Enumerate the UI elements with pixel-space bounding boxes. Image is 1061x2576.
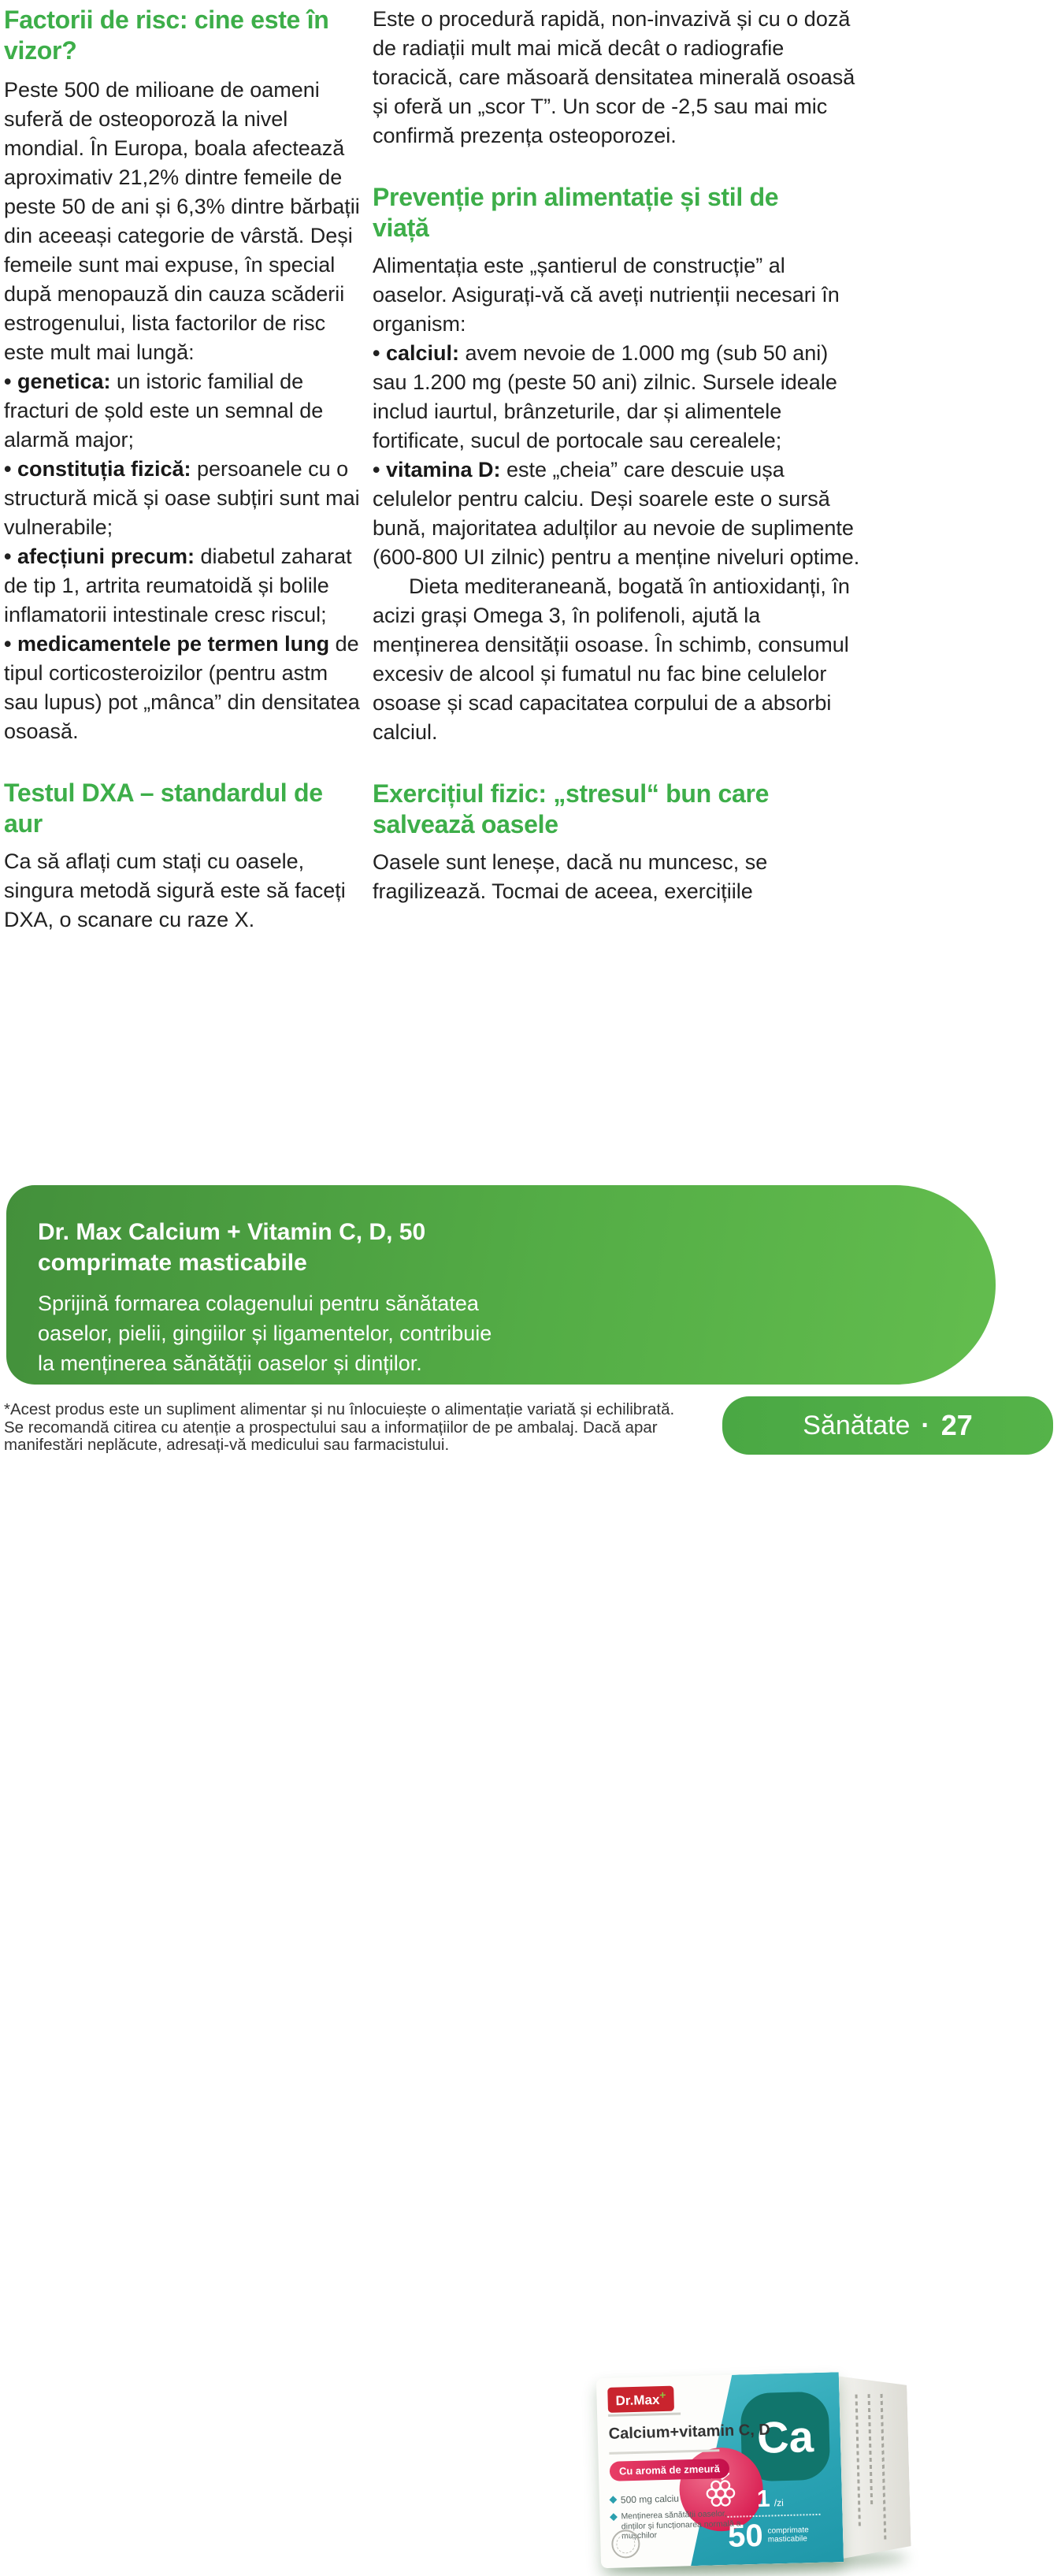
product-packshot	[596, 2370, 914, 2570]
disclaimer	[4, 1401, 776, 1455]
disclaimer-line-3: manifestări neplăcute, adresați-vă medicului sau farmacistului.	[4, 1436, 450, 1454]
heading-dxa-test: Testul DXA – standardul de aur	[4, 779, 323, 838]
paragraph-nutrition: Alimentația este „șantierul de construcție” al oaselor. Asigurați-vă că aveți nutrienții necesari în organism:	[373, 254, 840, 336]
heading-exercise: Exercițiul fizic: „stresul“ bun care salvează oasele	[373, 779, 770, 838]
promo-description-line-3: la menținerea sănătății oaselor și dinților.	[38, 1351, 422, 1375]
disclaimer-line-1: *Acest produs este un supliment alimentar și nu înlocuiește o alimentație variată și echilibrată.	[4, 1400, 675, 1418]
flavor-chip: Cu aromă de zmeură	[610, 2459, 729, 2481]
paragraph-dxa: Ca să aflați cum stați cu oasele, singura metodă sigură este să faceți DXA, o scanare cu raze X.	[4, 849, 346, 931]
dose-value: 1	[756, 2485, 771, 2512]
promo-description	[38, 1288, 581, 1378]
claim-marker-icon	[609, 2496, 617, 2504]
badge-separator: ·	[921, 1410, 930, 1440]
side-text-bar	[855, 2395, 861, 2527]
brand-tagline-bar	[608, 2412, 681, 2416]
right-column	[373, 5, 863, 906]
bullet-physique: • constituția fizică: persoanele cu o structură mică și oase subțiri sunt mai vulnerabile;	[4, 455, 360, 542]
promo-title-line-1: Dr. Max Calcium + Vitamin C, D, 50	[38, 1219, 426, 1245]
product-box-front-panel	[596, 2372, 844, 2568]
product-claim: 500 mg calciu	[610, 2493, 679, 2506]
dose-unit: /zi	[773, 2497, 784, 2509]
left-column	[4, 5, 360, 935]
dose-per-day	[757, 2485, 830, 2513]
page-number: 27	[940, 1409, 973, 1441]
bullet-calcium: • calciul: avem nevoie de 1.000 mg (sub 50 ani) sau 1.200 mg (peste 50 ani) zilnic. Sursele ideale includ iaurtul, brânzeturile, dar și alimentele fortificate, sucul de portocale sau cerealele;	[373, 339, 863, 455]
heading-prevention: Prevenție prin alimentație și stil de viață	[373, 183, 779, 242]
bullet-conditions: • afecțiuni precum: diabetul zaharat de tip 1, artrita reumatoidă și bolile inflamatorii intestinale cresc riscul;	[4, 542, 360, 630]
bullet-medication: • medicamentele pe termen lung de tipul corticosteroizilor (pentru astm sau lupus) pot „mânca” din densitatea osoasă.	[4, 630, 360, 746]
paragraph-mediterranean-diet: Dieta mediteraneană, bogată în antioxidanți, în acizi grași Omega 3, în polifenoli, ajută la menținerea densității osoase. În schimb, consumul excesiv de alcool și fumatul nu fac bine celulelor osoase și scad capacitatea corpului de a absorbi calciul.	[373, 574, 850, 744]
promo-title	[38, 1217, 581, 1278]
tablet-count-number: 50	[727, 2518, 764, 2554]
tablet-count-label: comprimate masticabile	[767, 2526, 809, 2544]
product-claim: Menținerea sănătății oaselor, dinților și funcționarea normală a mușchilor	[610, 2508, 744, 2541]
promo-title-line-2: comprimate masticabile	[38, 1250, 307, 1276]
promo-description-line-2: oaselor, pielii, gingiilor și ligamentelor, contribuie	[38, 1321, 492, 1345]
paragraph-intro: Peste 500 de milioane de oameni suferă de osteoporoză la nivel mondial. În Europa, boala afectează aproximativ 21,2% dintre femeile de peste 50 de ani și 6,3% dintre bărbații din aceeași categorie de vârstă. Deși femeile sunt mai expuse, în special după menopauză din cauza scăderii estrogenului, lista factorilor de risc este mult mai lungă:	[4, 78, 360, 364]
disclaimer-line-2: Se recomandă citirea cu atenție a prospectului sau a informațiilor de pe ambalaj. Dacă apar	[4, 1418, 658, 1437]
brand-logo: Dr.Max+	[607, 2386, 674, 2413]
heading-risk-factors: Factorii de risc: cine este în vizor?	[4, 6, 329, 65]
quality-stamp-icon	[611, 2530, 640, 2559]
bullet-genetics: • genetica: un istoric familial de fracturi de șold este un semnal de alarmă major;	[4, 367, 360, 455]
product-name: Calcium+vitamin C, D	[608, 2421, 771, 2443]
side-text-bar	[868, 2394, 874, 2504]
claim-marker-icon	[610, 2513, 618, 2521]
paragraph-exercise: Oasele sunt leneșe, dacă nu muncesc, se fragilizează. Tocmai de aceea, exercițiile	[373, 850, 768, 903]
product-box-side-panel	[837, 2374, 911, 2559]
promo-description-line-1: Sprijină formarea colagenului pentru sănătatea	[38, 1292, 479, 1315]
promo-banner-text	[38, 1217, 581, 1378]
section-label: Sănătate	[803, 1410, 911, 1440]
brand-plus-icon: +	[659, 2388, 666, 2402]
calcium-symbol-badge: Ca	[740, 2392, 830, 2482]
side-text-bar	[881, 2394, 887, 2541]
bullet-vitamin-d: • vitamina D: este „cheia” care descuie ușa celulelor pentru calciu. Deși soarele este o sursă bună, majoritatea adulților au nevoie de suplimente (600-800 UI zilnic) pentru a menține niveluri optime.	[373, 455, 863, 572]
section-page-badge	[722, 1396, 1053, 1455]
paragraph-procedure: Este o procedură rapidă, non-invazivă și cu o doză de radiații mult mai mică decât o radiografie toracică, care măsoară densitatea minerală osoasă și oferă un „scor T”. Un scor de -2,5 sau mai mic confirmă prezența osteoporozei.	[373, 7, 855, 147]
